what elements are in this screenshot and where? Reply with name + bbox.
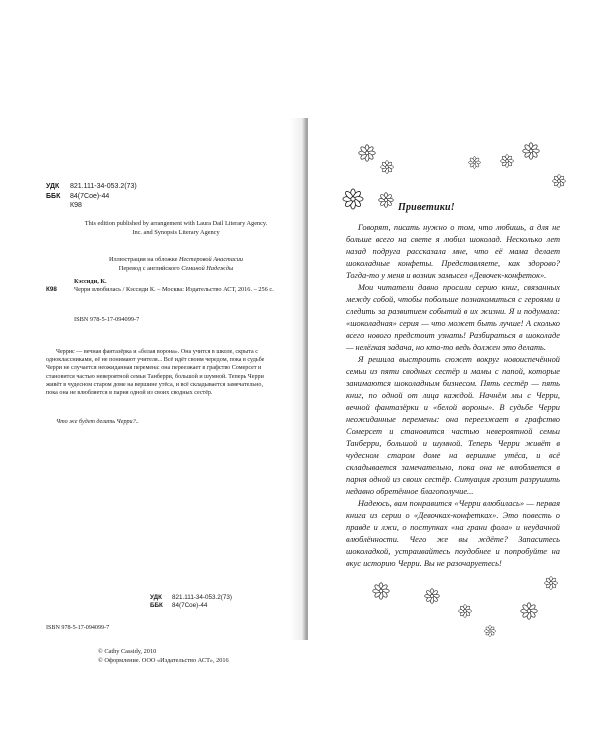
isbn-line: ISBN 978-5-17-094099-7	[46, 625, 110, 631]
author-code: К98	[70, 202, 82, 210]
paragraph: Мои читатели давно просили серию книг, связанных между собой, чтобы побольше познакомиться с героями и следить за развитием событий в их жизни. Я и подумала: «шоколадная» серия — что может быть лучше! А сколько всего нового предстоит узнать! Разбираться в шоколаде — нелёгкая задача, но кто-то ведь должен это делать.	[346, 283, 560, 352]
paragraph: Надеюсь, вам понравится «Черри влюбилась» — первая книга из серии о «Девочках-конфетках». Это повесть о правде и лжи, о поступках «на грани фола» и неудачной влюблённости. Чего же вы ждёте? Запаситесь шоколадкой, устраивайтесь поудобнее и попробуйте на вкус историю Черри. Вы не разочаруетесь!	[346, 499, 560, 568]
paragraph: Я решила выстроить сюжет вокруг новоиспечённой семьи из пяти сводных сестёр и мамы с папой, которые занимаются шоколадным бизнесом. Пять сестёр — пять книг, по одной от лица каждой. Начнём мы с Черри, вечной фантазёрки и «белой вороны». В судьбе Черри неожиданные перемены: она переезжает в графство Сомерсет и становится частью невероятной семьи Танберри, большой и шумной. Теперь Черри живёт в чудесном старом доме на вершине утёса, и всё складывается замечательно, пока она не влюбляется в парня одной из своих сестёр. Ситуация грозит разрушить недавно обретённое благополучие...	[346, 355, 560, 496]
foreword-page	[308, 118, 584, 640]
udc-block-bottom	[150, 594, 290, 611]
daisy-flower-icon	[544, 576, 558, 590]
daisy-flower-icon	[342, 188, 364, 210]
bib-description: Черри влюбилась / Кэссиди К. – Москва: Издательство АСТ, 2016. – 256 с.	[74, 286, 274, 293]
book-spread	[18, 118, 584, 664]
cover-credit-name: Нестеровой Анастасии	[179, 256, 243, 263]
daisy-flower-icon	[552, 174, 566, 188]
copyright-author: © Cathy Cassidy, 2010	[98, 648, 157, 655]
udk-value: 821.111-34-053.2(73)	[70, 183, 137, 190]
daisy-flower-icon	[380, 160, 394, 174]
credits	[82, 256, 270, 273]
copyright-page	[18, 118, 298, 664]
daisy-flower-icon	[378, 192, 394, 208]
copyright-block	[98, 648, 298, 665]
daisy-flower-icon	[484, 624, 496, 636]
translation-prefix: Перевод с английского	[118, 264, 180, 272]
bbk-value: 84(7Сое)-44	[70, 192, 110, 200]
udc-block	[46, 182, 266, 211]
daisy-flower-icon	[520, 602, 538, 620]
daisy-flower-icon	[424, 588, 440, 604]
bbk-value-bottom: 84(7Сое)-44	[172, 602, 208, 610]
daisy-flower-icon	[468, 156, 481, 169]
bbk-key: ББК	[46, 192, 61, 200]
foreword-body	[346, 222, 560, 570]
daisy-flower-icon	[358, 144, 376, 162]
annotation: Черрис — вечная фантазёрка и «белая ворона». Она учится в школе, скрыта с одноклассниками, её не понимают учителя... Всё идёт своим чередом, пока в судьбе Черри не случается неожиданная перемена: она переезжает в графство Сомерсет и становится частью невероятной семьи Танберри, большой и шумной. Теперь Черри живёт в чудесном старом доме на вершине утёса, и всё складывается замечательно, пока она не влюбляется в парня одной из своих сводных сестёр.	[46, 349, 265, 397]
daisy-flower-icon	[372, 582, 390, 600]
edition-note: This edition published by arrangement with Laura Dail Literary Agency. Inc. and Synopsis Literary Agency	[84, 220, 268, 236]
daisy-flower-icon	[500, 154, 514, 168]
bbk-key-bottom: ББК	[150, 602, 163, 610]
annotation-question: Что же будет делать Черри?..	[56, 419, 139, 425]
copyright-publisher: © Оформление. ООО «Издательство АСТ», 2016	[98, 656, 229, 664]
foreword-heading: Приветики!	[398, 202, 455, 213]
bib-isbn: ISBN 978-5-17-094099-7	[74, 316, 140, 323]
daisy-flower-icon	[458, 604, 472, 618]
translation-name: Семиной Надежды	[181, 264, 234, 272]
bib-code: К98	[46, 286, 57, 293]
cover-credit-prefix: Иллюстрация на обложке	[108, 256, 178, 263]
udk-value-bottom: 821.111-34-053.2(73)	[172, 594, 232, 601]
paragraph: Говорят, писать нужно о том, что любишь, а для не больше всего на свете я любил шоколад. Несколько лет назад подруга рассказала мне, что её мама делает шоколадные конфеты. Представляете, как здорово? Тогда-то у меня и возник замысел «Девочек-конфеток».	[346, 223, 560, 280]
bib-author: Кэссиди, К.	[74, 278, 107, 285]
udk-key-bottom: УДК	[150, 594, 162, 601]
daisy-flower-icon	[522, 142, 540, 160]
udk-key: УДК	[46, 183, 60, 190]
